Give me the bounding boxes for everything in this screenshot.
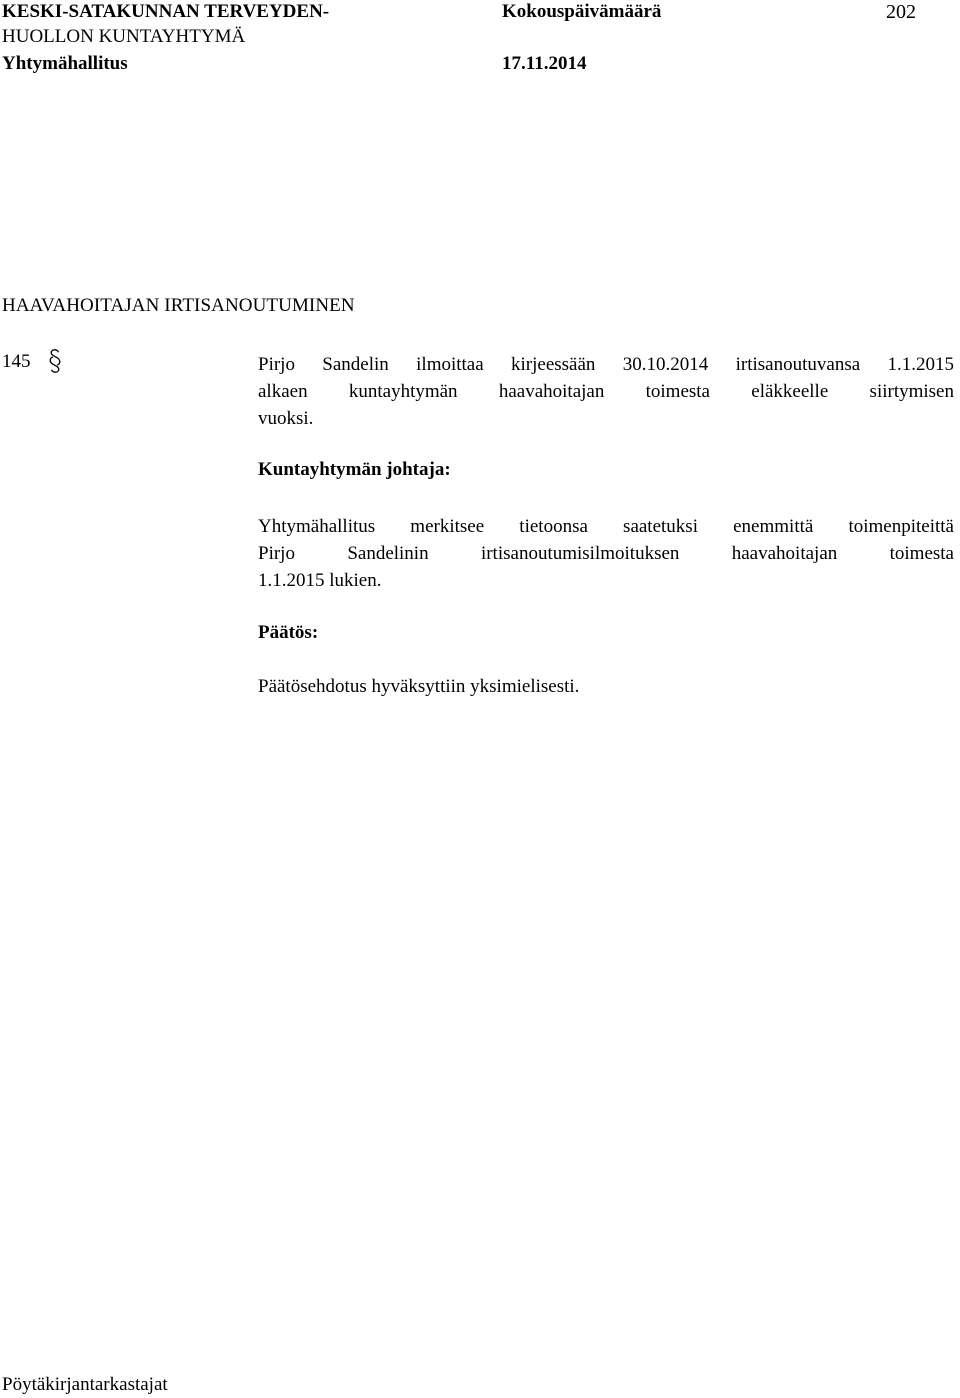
section-sign-icon [45,348,65,374]
page-number: 202 [886,1,916,23]
section-number: 145 [2,351,31,372]
decision-label: Päätös: [258,622,319,643]
paragraph-line: Yhtymähallitus merkitsee tietoonsa saatetuksi enemmittä toimenpiteittä [258,516,954,537]
section-heading: HAAVAHOITAJAN IRTISANOUTUMINEN [2,295,355,316]
organization-name-line1: KESKI-SATAKUNNAN TERVEYDEN- [2,1,330,22]
proposal-paragraph [258,513,954,594]
paragraph-line: vuoksi. [258,408,314,429]
meeting-date-label: Kokouspäivämäärä [502,1,662,22]
footer-minutes-checkers-label: Pöytäkirjantarkastajat [2,1374,168,1395]
governing-body-name: Yhtymähallitus [2,53,128,74]
paragraph-line: Pirjo Sandelinin irtisanoutumisilmoituksen haavahoitajan toimesta [258,543,954,564]
decision-text: Päätösehdotus hyväksyttiin yksimielisesti. [258,676,580,697]
paragraph-line: alkaen kuntayhtymän haavahoitajan toimesta eläkkeelle siirtymisen [258,381,954,402]
case-description-paragraph [258,351,954,432]
paragraph-line: 1.1.2015 lukien. [258,570,382,591]
meeting-date-value: 17.11.2014 [502,53,587,74]
proposal-label: Kuntayhtymän johtaja: [258,459,451,480]
organization-name-line2: HUOLLON KUNTAYHTYMÄ [2,26,246,47]
paragraph-line: Pirjo Sandelin ilmoittaa kirjeessään 30.10.2014 irtisanoutuvansa 1.1.2015 [258,354,954,375]
